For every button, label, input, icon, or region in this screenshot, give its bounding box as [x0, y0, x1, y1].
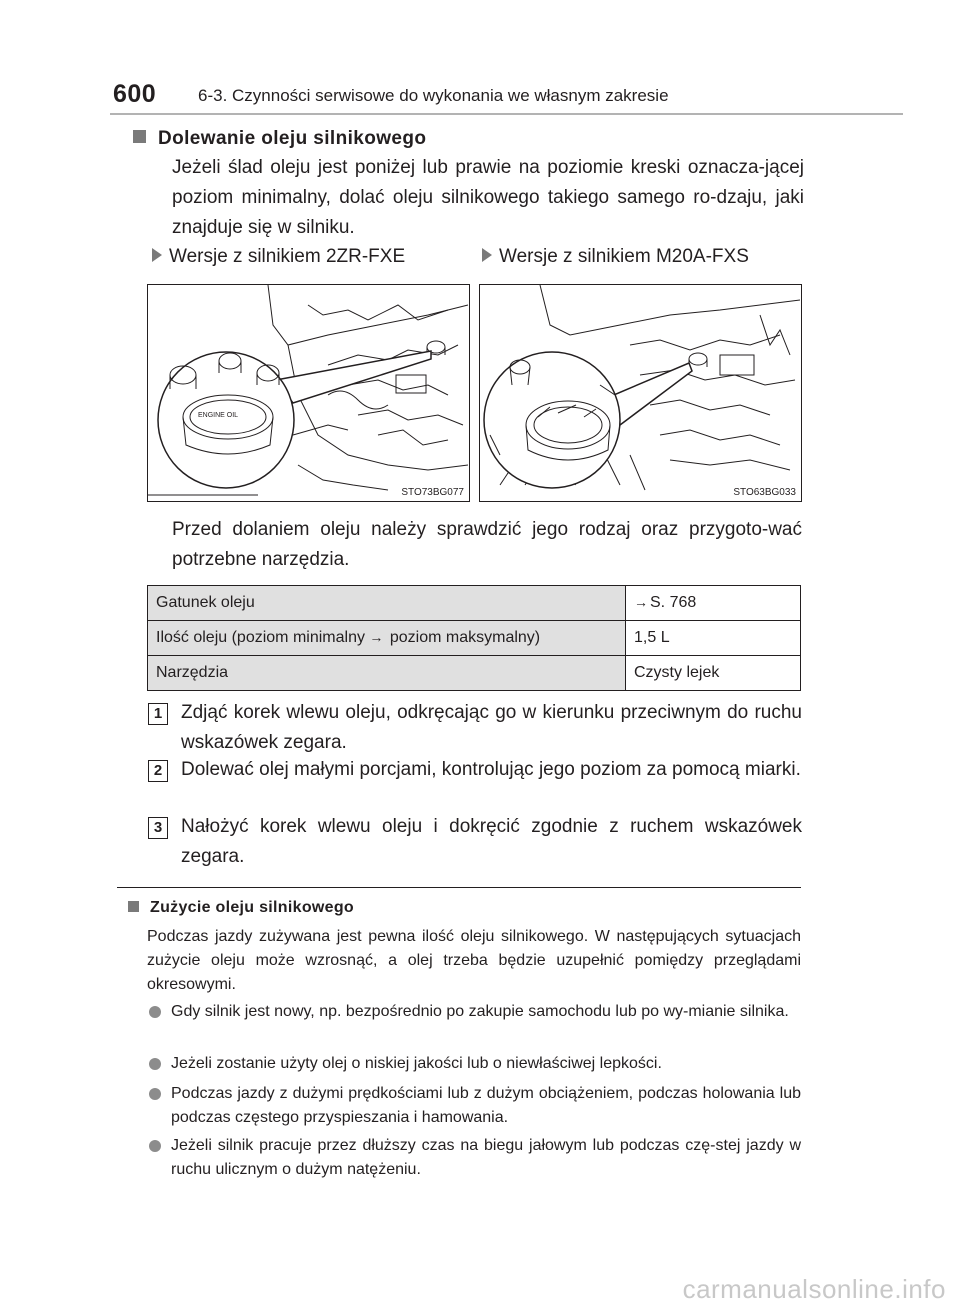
circle-bullet-icon — [149, 1006, 161, 1018]
table-key-text: Ilość oleju (poziom minimalny — [156, 629, 365, 646]
triangle-bullet-icon — [482, 248, 492, 262]
before-paragraph: Przed dolaniem oleju należy sprawdzić jego rodzaj oraz przygoto-wać potrzebne narzędzia. — [172, 519, 802, 570]
step-text: Dolewać olej małymi porcjami, kontrolując jego poziom za pomocą miarki. — [181, 759, 801, 780]
intro-paragraph: Jeżeli ślad oleju jest poniżej lub prawie na poziomie kreski oznacza-jącej poziom minimalny, dolać oleju silnikowego takiego samego ro-dzaju, jaki znajduje się w silniku. — [172, 157, 804, 238]
version-label-text: Wersje z silnikiem 2ZR-FXE — [169, 246, 406, 267]
page-reference-link[interactable]: S. 768 — [650, 594, 697, 611]
figure-engine-2zr — [147, 284, 470, 502]
version-label-text: Wersje z silnikiem M20A-FXS — [499, 246, 749, 267]
figure-code: STO63BG033 — [733, 487, 796, 498]
engine-illustration-2zr — [148, 285, 469, 501]
chapter-header: 6-3. Czynności serwisowe do wykonania we własnym zakresie — [198, 86, 669, 105]
table-row — [148, 621, 801, 656]
section-divider — [117, 887, 801, 888]
oil-spec-table — [147, 585, 801, 691]
circle-bullet-icon — [149, 1058, 161, 1070]
table-key: Gatunek oleju — [148, 586, 626, 621]
triangle-bullet-icon — [152, 248, 162, 262]
table-value: 1,5 L — [626, 621, 801, 656]
table-value: Czysty lejek — [626, 656, 801, 691]
table-key: Narzędzia — [148, 656, 626, 691]
table-row — [148, 586, 801, 621]
subsection-title-text: Zużycie oleju silnikowego — [150, 899, 354, 916]
step-number: 2 — [148, 760, 168, 782]
bullet-item: Jeżeli zostanie użyty olej o niskiej jakości lub o niewłaściwej lepkości. — [171, 1055, 662, 1072]
step-number: 1 — [148, 703, 168, 725]
subsection-title — [128, 899, 354, 917]
version-label-m20a — [482, 246, 749, 268]
step-text: Nałożyć korek wlewu oleju i dokręcić zgodnie z ruchem wskazówek zegara. — [181, 816, 802, 867]
table-value[interactable] — [626, 586, 801, 621]
table-row — [148, 656, 801, 691]
table-key-text: poziom maksymalny) — [389, 629, 541, 646]
header-divider — [110, 113, 903, 115]
square-bullet-icon — [133, 130, 146, 143]
bullet-item: Gdy silnik jest nowy, np. bezpośrednio po zakupie samochodu lub po wy-mianie silnika. — [171, 1003, 789, 1020]
bullet-item: Podczas jazdy z dużymi prędkościami lub z dużym obciążeniem, podczas holowania lub podczas częstego przyspieszania i hamowania. — [171, 1085, 801, 1126]
circle-bullet-icon — [149, 1088, 161, 1100]
cap-label: ENGINE OIL — [198, 412, 239, 419]
page-number: 600 — [113, 80, 157, 108]
figure-engine-m20a — [479, 284, 802, 502]
arrow-right-icon: → — [634, 594, 648, 610]
table-key — [148, 621, 626, 656]
circle-bullet-icon — [149, 1140, 161, 1152]
step-number: 3 — [148, 817, 168, 839]
section-title — [133, 128, 426, 150]
consumption-paragraph: Podczas jazdy zużywana jest pewna ilość oleju silnikowego. W następujących sytuacjach zużycie oleju może wzrosnąć, a olej trzeba będzie uzupełnić pomiędzy przeglądami okresowymi. — [147, 928, 801, 993]
step-text: Zdjąć korek wlewu oleju, odkręcając go w kierunku przeciwnym do ruchu wskazówek zegara. — [181, 702, 802, 753]
bullet-item: Jeżeli silnik pracuje przez dłuższy czas na biegu jałowym lub podczas czę-stej jazdy w ruchu ulicznym o dużym natężeniu. — [171, 1137, 801, 1178]
engine-illustration-m20a — [480, 285, 801, 501]
square-bullet-icon — [128, 901, 139, 912]
figure-code: STO73BG077 — [401, 487, 464, 498]
watermark: carmanualsonline.info — [682, 1274, 946, 1304]
arrow-right-icon: → — [369, 629, 384, 645]
version-label-2zr — [152, 246, 405, 268]
section-title-text: Dolewanie oleju silnikowego — [158, 128, 427, 149]
